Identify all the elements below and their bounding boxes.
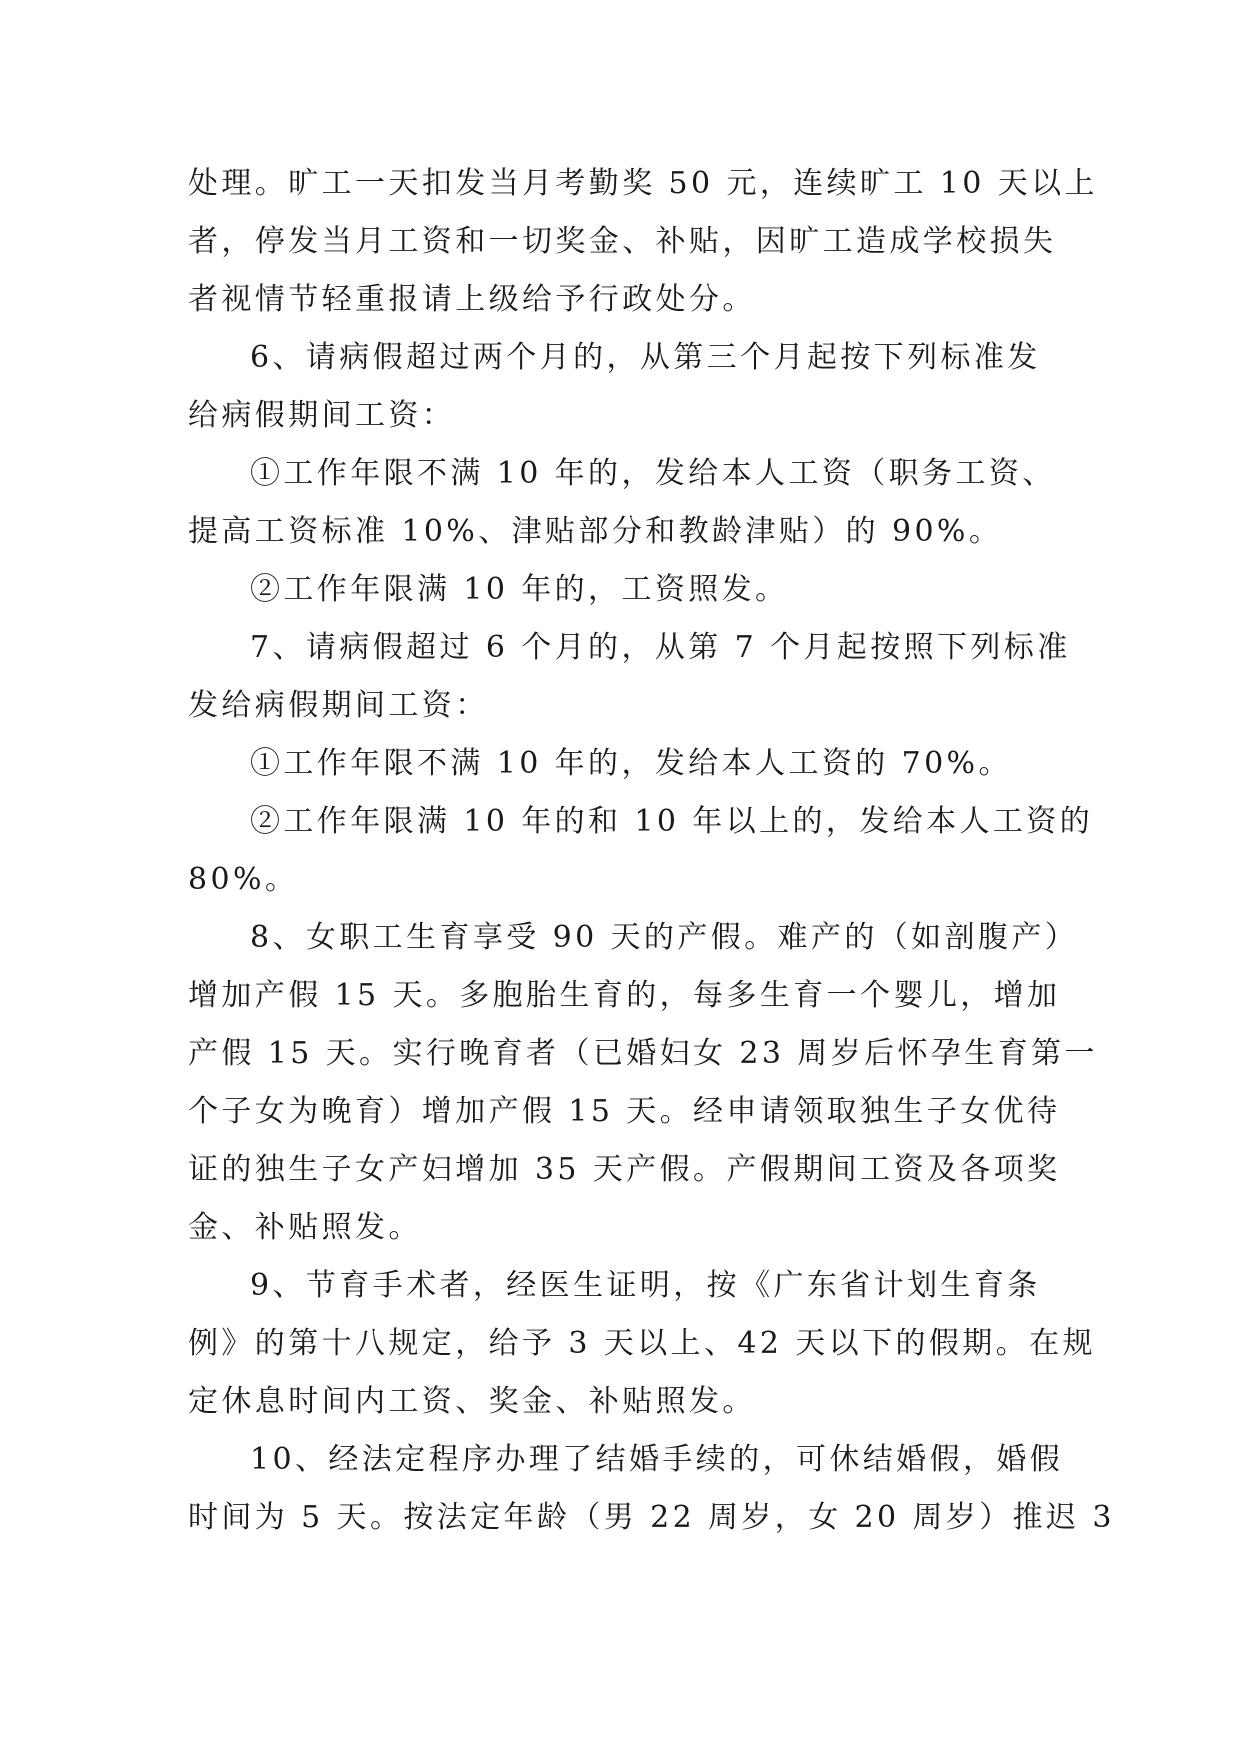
text-line: 发给病假期间工资：	[188, 688, 489, 723]
text-line: 增加产假 15 天。多胞胎生育的，每多生育一个婴儿，增加	[188, 978, 1061, 1013]
text-line: 9、节育手术者，经医生证明，按《广东省计划生育条	[250, 1268, 1041, 1303]
text-line: 时间为 5 天。按法定年龄（男 22 周岁，女 20 周岁）推迟 3	[188, 1500, 1115, 1535]
text-line: 者，停发当月工资和一切奖金、补贴，因旷工造成学校损失	[188, 224, 1057, 259]
text-line: 金、补贴照发。	[188, 1210, 422, 1245]
text-line: 个子女为晚育）增加产假 15 天。经申请领取独生子女优待	[188, 1094, 1061, 1129]
text-line: ②工作年限满 10 年的和 10 年以上的，发给本人工资的	[250, 804, 1094, 839]
text-line: 提高工资标准 10%、津贴部分和教龄津贴）的 90%。	[188, 514, 1003, 549]
text-line: ②工作年限满 10 年的，工资照发。	[250, 572, 789, 607]
text-line: ①工作年限不满 10 年的，发给本人工资（职务工资、	[250, 456, 1056, 491]
text-line: 例》的第十八规定，给予 3 天以上、42 天以下的假期。在规	[188, 1326, 1096, 1361]
text-line: 产假 15 天。实行晚育者（已婚妇女 23 周岁后怀孕生育第一	[188, 1036, 1098, 1071]
text-line: 证的独生子女产妇增加 35 天产假。产假期间工资及各项奖	[188, 1152, 1061, 1187]
text-line: 80%。	[188, 862, 299, 897]
text-line: 定休息时间内工资、奖金、补贴照发。	[188, 1384, 756, 1419]
text-line: 给病假期间工资：	[188, 398, 456, 433]
text-line: 处理。旷工一天扣发当月考勤奖 50 元，连续旷工 10 天以上	[188, 166, 1098, 201]
text-line: 6、请病假超过两个月的，从第三个月起按下列标准发	[250, 340, 1041, 375]
text-line: 者视情节轻重报请上级给予行政处分。	[188, 282, 756, 317]
text-line: 7、请病假超过 6 个月的，从第 7 个月起按照下列标准	[250, 630, 1071, 665]
text-line: 8、女职工生育享受 90 天的产假。难产的（如剖腹产）	[250, 920, 1079, 955]
text-line: ①工作年限不满 10 年的，发给本人工资的 70%。	[250, 746, 1012, 781]
text-line: 10、经法定程序办理了结婚手续的，可休结婚假，婚假	[250, 1442, 1064, 1477]
